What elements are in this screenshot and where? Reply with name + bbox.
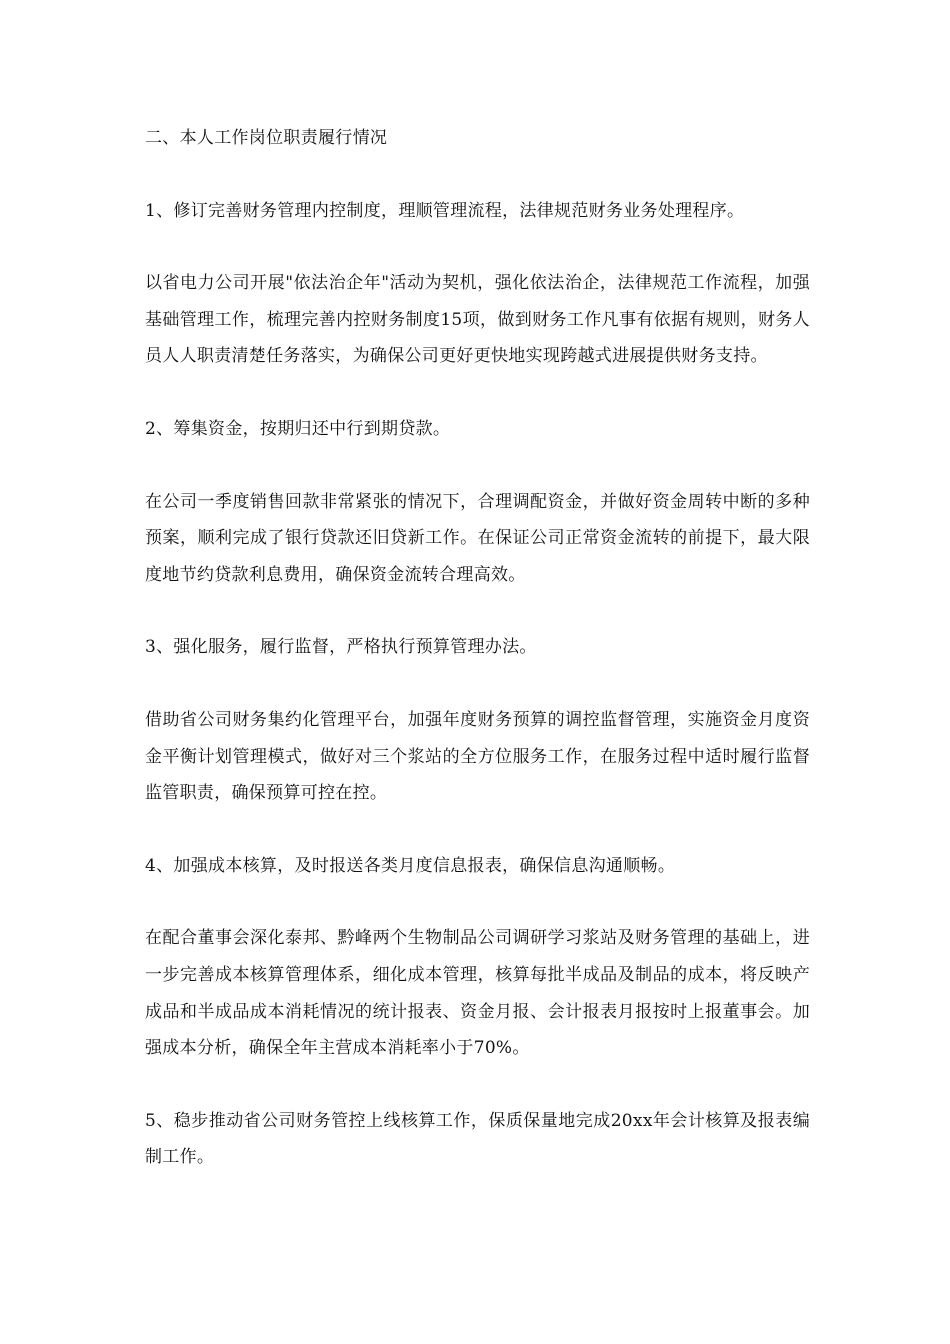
document-body xyxy=(145,120,810,1212)
item-body-1: 以省电力公司开展"依法治企年"活动为契机，强化依法治企，法律规范工作流程，加强基础管理工作，梳理完善内控财务制度15项，做到财务工作凡事有依据有规则，财务人员人人职责清楚任务落实，为确保公司更好更快地实现跨越式进展提供财务支持。 xyxy=(145,273,810,367)
item-body-2: 在公司一季度销售回款非常紧张的情况下，合理调配资金，并做好资金周转中断的多种预案，顺利完成了银行贷款还旧贷新工作。在保证公司正常资金流转的前提下，最大限度地节约贷款利息费用，确保资金流转合理高效。 xyxy=(145,491,810,585)
item-heading-3: 3、强化服务，履行监督，严格执行预算管理办法。 xyxy=(145,637,537,658)
item-body-4: 在配合董事会深化泰邦、黔峰两个生物制品公司调研学习浆站及财务管理的基础上，进一步完善成本核算管理体系，细化成本管理，核算每批半成品及制品的成本，将反映产成品和半成品成本消耗情况的统计报表、资金月报、会计报表月报按时上报董事会。加强成本分析，确保全年主营成本消耗率小于70%。 xyxy=(145,928,810,1059)
item-heading-2: 2、筹集资金，按期归还中行到期贷款。 xyxy=(145,418,451,439)
item-body-3: 借助省公司财务集约化管理平台，加强年度财务预算的调控监督管理，实施资金月度资金平衡计划管理模式，做好对三个浆站的全方位服务工作，在服务过程中适时履行监督监管职责，确保预算可控在控。 xyxy=(145,709,810,804)
item-heading-5: 5、稳步推动省公司财务管控上线核算工作，保质保量地完成20xx年会计核算及报表编制工作。 xyxy=(145,1110,810,1168)
section-title: 二、本人工作岗位职责履行情况 xyxy=(145,128,388,148)
item-heading-1: 1、修订完善财务管理内控制度，理顺管理流程，法律规范财务业务处理程序。 xyxy=(145,200,745,221)
item-heading-4: 4、加强成本核算，及时报送各类月度信息报表，确保信息沟通顺畅。 xyxy=(145,855,676,876)
